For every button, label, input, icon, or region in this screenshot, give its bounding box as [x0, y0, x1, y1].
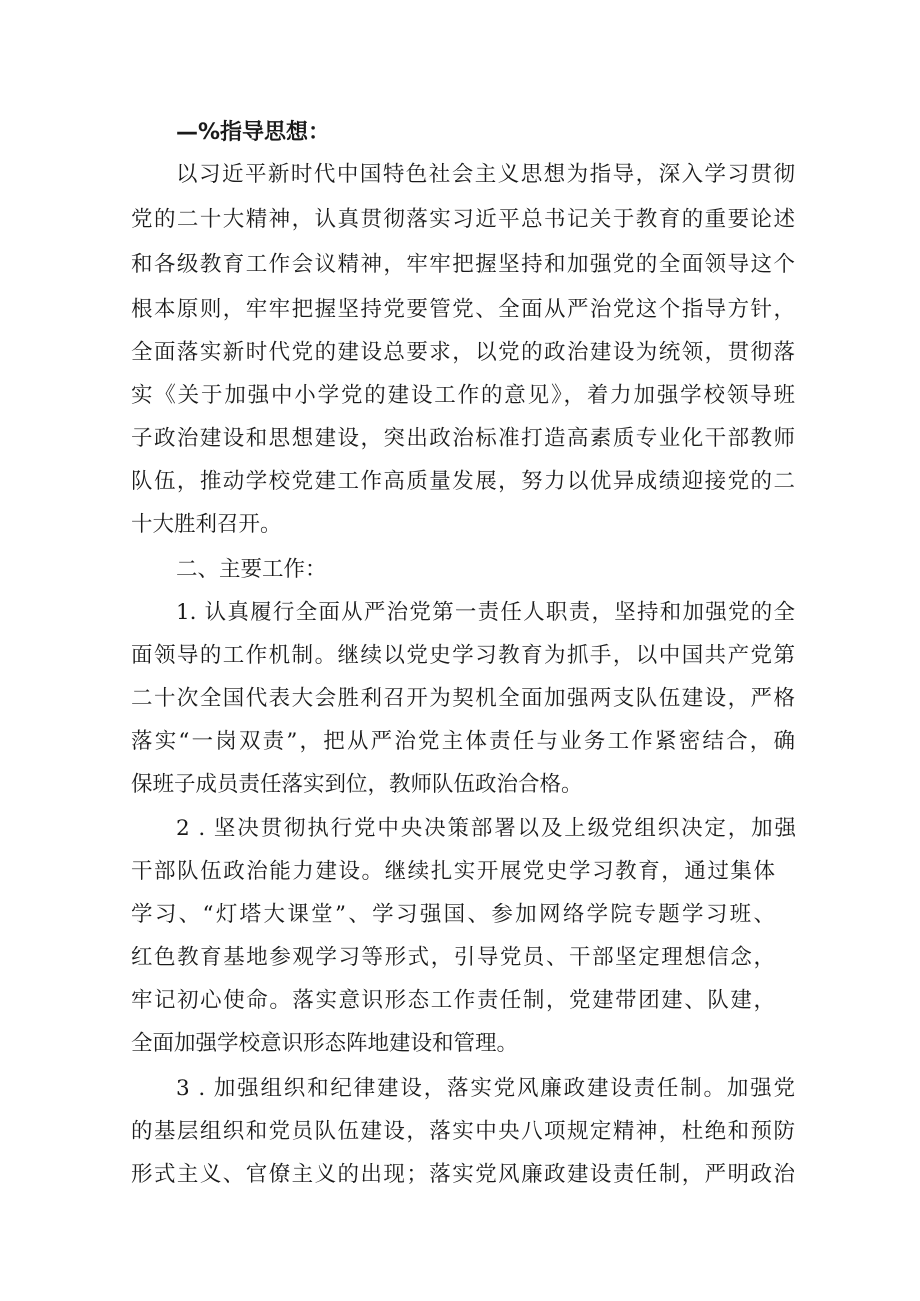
paragraph-line: 和各级教育工作会议精神，牢牢把握坚持和加强党的全面领导这个 [131, 252, 795, 277]
paragraph-line: 学习、“灯塔大课堂”、学习强国、参加网络学院专题学习班、 [131, 902, 775, 927]
paragraph-line: 十大胜利召开。 [131, 512, 282, 537]
paragraph-line: 队伍，推动学校党建工作高质量发展，努力以优异成绩迎接党的二 [131, 469, 795, 494]
paragraph-line: 根本原则，牢牢把握坚持党要管党、全面从严治党这个指导方针， [131, 297, 795, 322]
paragraph-line: 落实“一岗双责”，把从严治党主体责任与业务工作紧密结合，确 [131, 729, 795, 754]
paragraph-line: 实《关于加强中小学党的建设工作的意见》，着力加强学校领导班 [131, 383, 795, 408]
paragraph-line: 二十次全国代表大会胜利召开为契机全面加强两支队伍建设，严格 [131, 686, 795, 711]
paragraph-line: 牢记初心使命。落实意识形态工作责任制，党建带团建、队建， [131, 988, 775, 1013]
paragraph-line: 的基层组织和党员队伍建设，落实中央八项规定精神，杜绝和预防 [131, 1119, 795, 1144]
paragraph-line: 全面落实新时代党的建设总要求，以党的政治建设为统领，贯彻落 [131, 340, 795, 365]
paragraph-line: 全面加强学校意识形态阵地建设和管理。 [131, 1031, 519, 1056]
section-heading-main-work: 二、主要工作： [176, 557, 327, 582]
paragraph-line: 面领导的工作机制。继续以党史学习教育为抓手，以中国共产党第 [131, 643, 795, 668]
paragraph-line: 党的二十大精神，认真贯彻落实习近平总书记关于教育的重要论述 [131, 207, 795, 232]
paragraph-line: 保班子成员责任落实到位，教师队伍政治合格。 [131, 772, 583, 797]
paragraph-line: 干部队伍政治能力建设。继续扎实开展党史学习教育，通过集体 [131, 859, 775, 884]
paragraph-line: 子政治建设和思想建设，突出政治标准打造高素质专业化干部教师 [131, 426, 795, 451]
paragraph-line: 2 . 坚决贯彻执行党中央决策部署以及上级党组织决定，加强 [176, 816, 796, 841]
section-heading-guiding-ideology: —%指导思想： [176, 120, 331, 145]
paragraph-line: 1. 认真履行全面从严治党第一责任人职责，坚持和加强党的全 [176, 600, 795, 625]
paragraph-line: 形式主义、官僚主义的出现；落实党风廉政建设责任制，严明政治 [131, 1162, 795, 1187]
paragraph-line: 红色教育基地参观学习等形式，引导党员、干部坚定理想信念， [131, 945, 775, 970]
paragraph-line: 3 . 加强组织和纪律建设，落实党风廉政建设责任制。加强党 [176, 1076, 795, 1101]
paragraph-line: 以习近平新时代中国特色社会主义思想为指导，深入学习贯彻 [176, 162, 795, 187]
